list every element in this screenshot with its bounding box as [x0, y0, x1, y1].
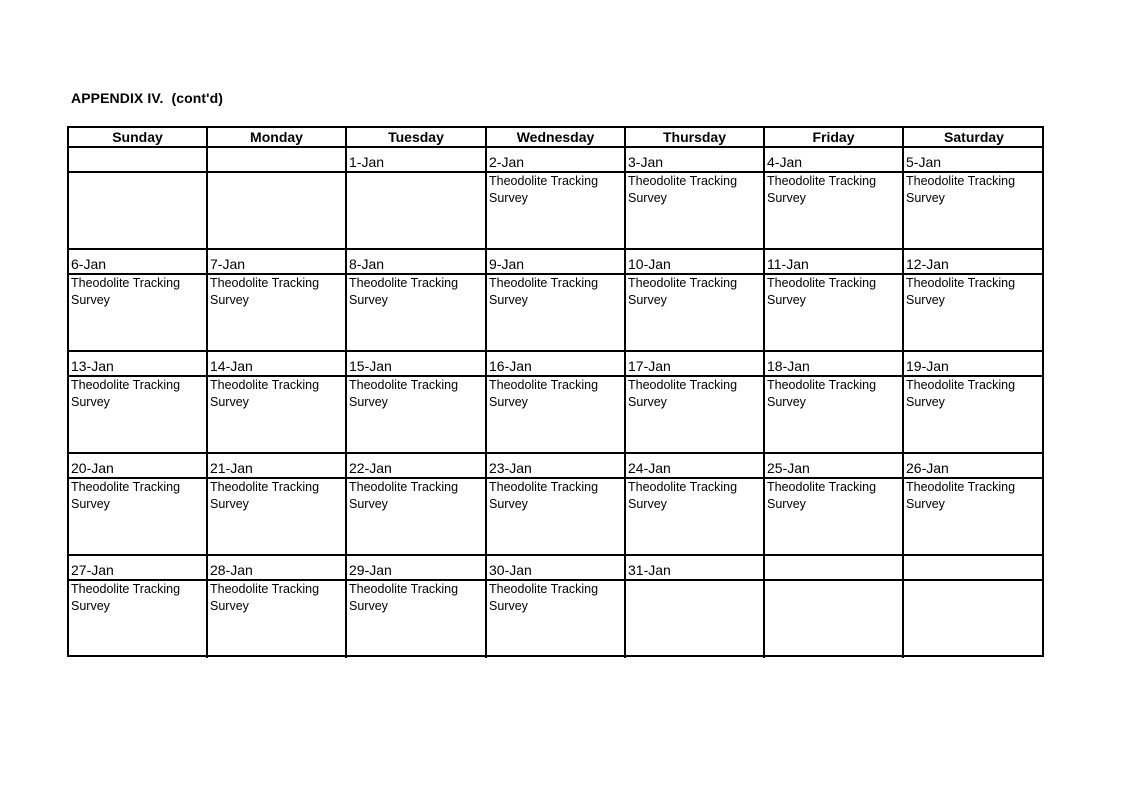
day-date-label: 20-Jan [69, 454, 206, 479]
calendar-table [67, 126, 1044, 657]
day-date-label: 21-Jan [208, 454, 345, 479]
day-date-label: 28-Jan [208, 556, 345, 581]
calendar-day-cell [69, 148, 208, 250]
day-event-text: Theodolite Tracking Survey [767, 174, 877, 205]
day-event-text: Theodolite Tracking Survey [349, 378, 459, 409]
calendar-day-cell [626, 148, 765, 250]
day-header-sunday: Sunday [69, 128, 208, 148]
day-event-text: Theodolite Tracking Survey [71, 276, 181, 307]
day-date-label: 24-Jan [626, 454, 763, 479]
day-date-label: 13-Jan [69, 352, 206, 377]
day-date-label: 4-Jan [765, 148, 902, 173]
day-header-saturday: Saturday [904, 128, 1044, 148]
calendar-day-cell [487, 454, 626, 556]
day-date-label [765, 556, 902, 581]
day-event-text: Theodolite Tracking Survey [489, 378, 599, 409]
day-date-label: 11-Jan [765, 250, 902, 275]
calendar-day-cell [347, 454, 487, 556]
page-title: APPENDIX IV. (cont'd) [71, 90, 224, 106]
calendar-day-cell [487, 556, 626, 658]
day-header-monday: Monday [208, 128, 347, 148]
day-event-text: Theodolite Tracking Survey [906, 276, 1016, 307]
day-header-friday: Friday [765, 128, 904, 148]
calendar-day-cell [626, 250, 765, 352]
calendar-day-cell [487, 352, 626, 454]
day-event-text: Theodolite Tracking Survey [71, 582, 181, 613]
day-event-text: Theodolite Tracking Survey [71, 480, 181, 511]
calendar-day-cell [765, 556, 904, 658]
day-event-text: Theodolite Tracking Survey [489, 582, 599, 613]
calendar-day-cell [904, 454, 1044, 556]
day-event-text: Theodolite Tracking Survey [210, 582, 320, 613]
day-event-text: Theodolite Tracking Survey [628, 480, 738, 511]
day-date-label: 27-Jan [69, 556, 206, 581]
day-date-label: 22-Jan [347, 454, 485, 479]
day-date-label: 2-Jan [487, 148, 624, 173]
day-date-label: 12-Jan [904, 250, 1044, 275]
day-header-wednesday: Wednesday [487, 128, 626, 148]
day-event-text: Theodolite Tracking Survey [349, 582, 459, 613]
calendar-day-cell [208, 556, 347, 658]
day-header-thursday: Thursday [626, 128, 765, 148]
day-event-text: Theodolite Tracking Survey [628, 174, 738, 205]
day-event-text: Theodolite Tracking Survey [489, 276, 599, 307]
day-date-label: 29-Jan [347, 556, 485, 581]
day-event-text: Theodolite Tracking Survey [349, 480, 459, 511]
day-date-label: 6-Jan [69, 250, 206, 275]
calendar-day-cell [765, 352, 904, 454]
day-event-text: Theodolite Tracking Survey [628, 276, 738, 307]
day-date-label: 16-Jan [487, 352, 624, 377]
day-date-label [208, 148, 345, 173]
day-header-tuesday: Tuesday [347, 128, 487, 148]
day-date-label: 14-Jan [208, 352, 345, 377]
day-event-text: Theodolite Tracking Survey [906, 174, 1016, 205]
day-date-label: 15-Jan [347, 352, 485, 377]
calendar-day-cell [208, 250, 347, 352]
calendar-day-cell [208, 454, 347, 556]
day-event-text: Theodolite Tracking Survey [210, 276, 320, 307]
day-event-text: Theodolite Tracking Survey [767, 480, 877, 511]
day-date-label: 30-Jan [487, 556, 624, 581]
calendar-day-cell [69, 250, 208, 352]
day-event-text: Theodolite Tracking Survey [210, 378, 320, 409]
day-date-label: 25-Jan [765, 454, 902, 479]
day-date-label: 31-Jan [626, 556, 763, 581]
calendar-day-cell [904, 148, 1044, 250]
day-event-text: Theodolite Tracking Survey [767, 378, 877, 409]
day-event-text: Theodolite Tracking Survey [767, 276, 877, 307]
calendar-day-cell [904, 556, 1044, 658]
calendar-day-cell [208, 148, 347, 250]
day-date-label: 26-Jan [904, 454, 1044, 479]
calendar-day-cell [765, 148, 904, 250]
day-event-text: Theodolite Tracking Survey [906, 378, 1016, 409]
day-date-label: 9-Jan [487, 250, 624, 275]
calendar-day-cell [69, 556, 208, 658]
day-event-text: Theodolite Tracking Survey [349, 276, 459, 307]
calendar-day-cell [626, 454, 765, 556]
day-date-label: 8-Jan [347, 250, 485, 275]
day-date-label: 7-Jan [208, 250, 345, 275]
calendar-day-cell [626, 352, 765, 454]
day-event-text: Theodolite Tracking Survey [71, 378, 181, 409]
day-event-text: Theodolite Tracking Survey [906, 480, 1016, 511]
calendar-day-cell [487, 148, 626, 250]
calendar-day-cell [347, 148, 487, 250]
day-event-text: Theodolite Tracking Survey [489, 480, 599, 511]
calendar-day-cell [69, 352, 208, 454]
day-date-label: 23-Jan [487, 454, 624, 479]
calendar-day-cell [347, 556, 487, 658]
day-date-label: 18-Jan [765, 352, 902, 377]
day-date-label [904, 556, 1044, 581]
day-event-text: Theodolite Tracking Survey [489, 174, 599, 205]
calendar-day-cell [626, 556, 765, 658]
day-date-label [69, 148, 206, 173]
day-date-label: 5-Jan [904, 148, 1044, 173]
calendar-day-cell [69, 454, 208, 556]
day-date-label: 10-Jan [626, 250, 763, 275]
day-date-label: 1-Jan [347, 148, 485, 173]
calendar-day-cell [347, 250, 487, 352]
day-date-label: 19-Jan [904, 352, 1044, 377]
calendar-day-cell [904, 352, 1044, 454]
calendar-day-cell [765, 250, 904, 352]
day-event-text: Theodolite Tracking Survey [210, 480, 320, 511]
calendar-day-cell [347, 352, 487, 454]
calendar-day-cell [487, 250, 626, 352]
calendar-day-cell [208, 352, 347, 454]
calendar-grid [69, 128, 1042, 655]
day-date-label: 17-Jan [626, 352, 763, 377]
calendar-day-cell [904, 250, 1044, 352]
day-event-text: Theodolite Tracking Survey [628, 378, 738, 409]
calendar-day-cell [765, 454, 904, 556]
day-date-label: 3-Jan [626, 148, 763, 173]
